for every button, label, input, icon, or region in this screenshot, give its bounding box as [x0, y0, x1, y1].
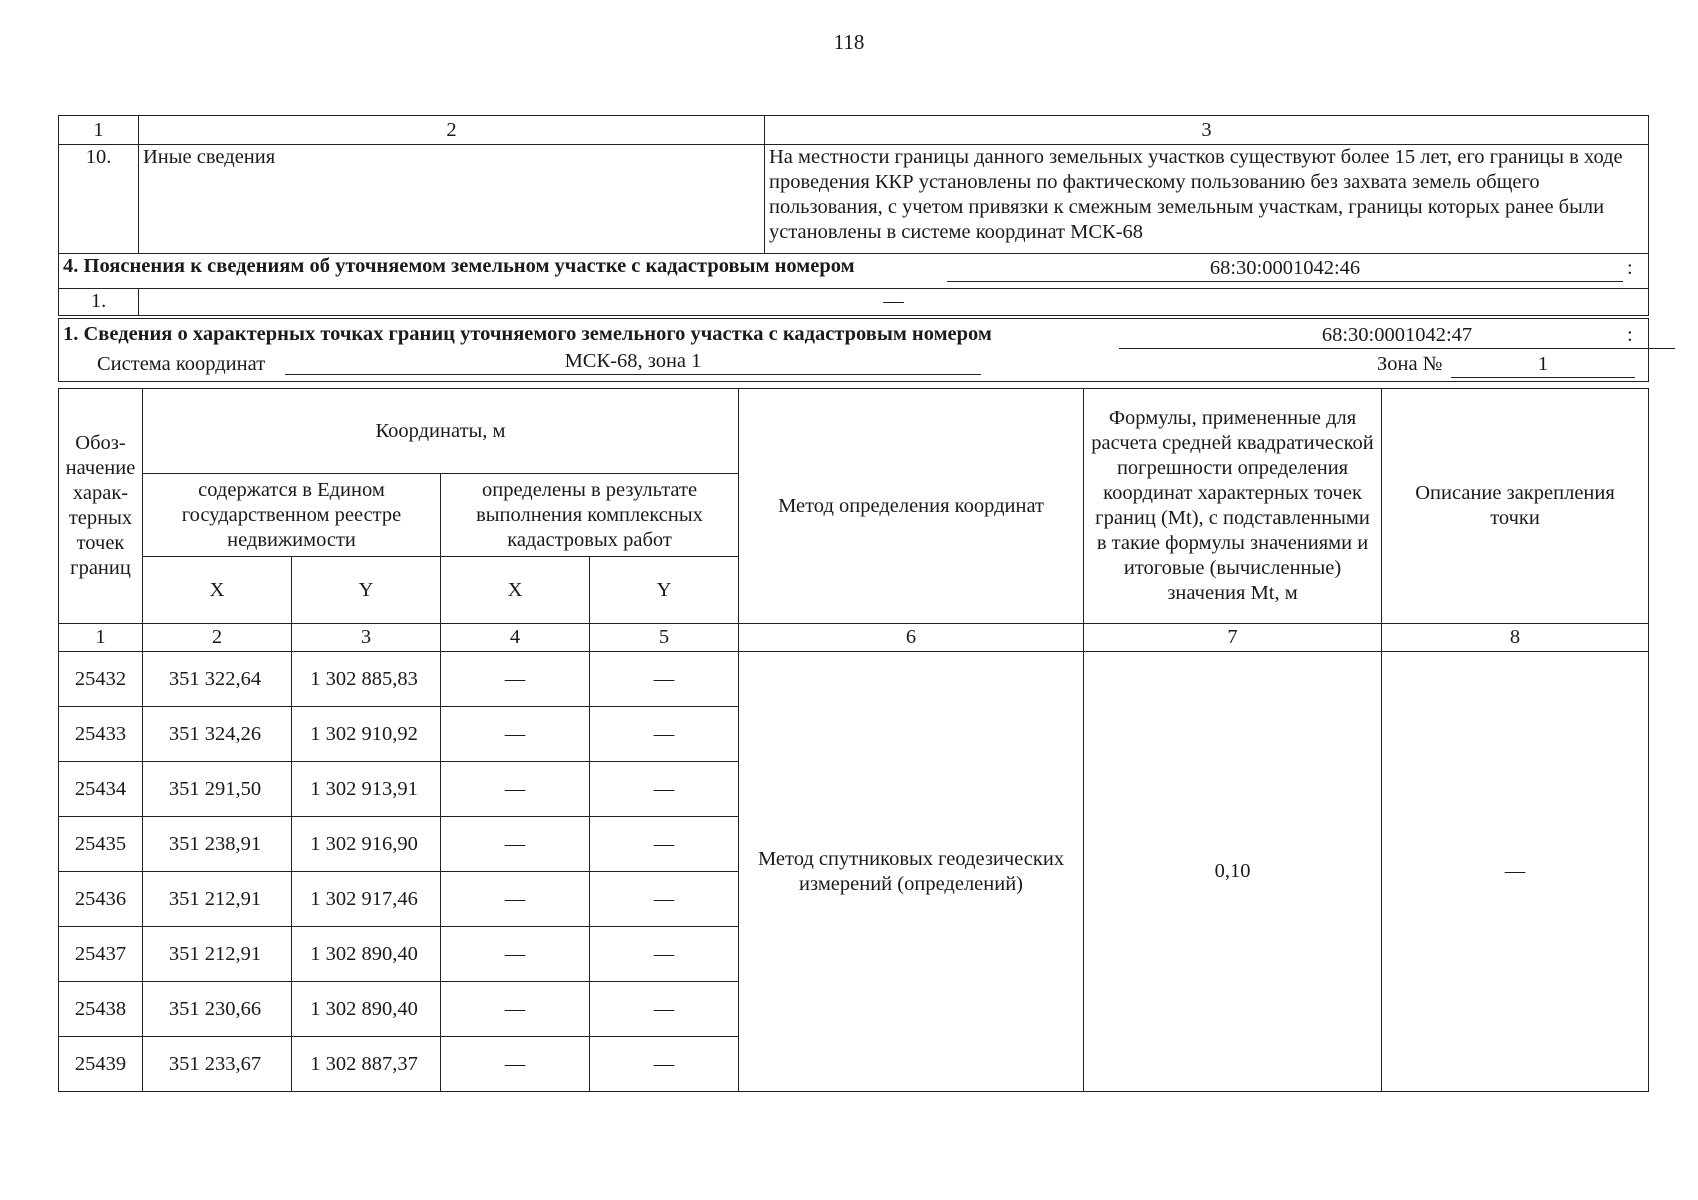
point-x-kkr: — [441, 762, 590, 817]
point-x: 351 212,91 [143, 872, 292, 927]
point-id: 25434 [59, 762, 143, 817]
point-x: 351 212,91 [143, 927, 292, 982]
point-x-kkr: — [441, 927, 590, 982]
point-y: 1 302 916,90 [292, 817, 441, 872]
point-id: 25439 [59, 1037, 143, 1092]
point-y: 1 302 890,40 [292, 927, 441, 982]
page-number: 118 [833, 30, 865, 54]
point-y-kkr: — [590, 762, 739, 817]
coord-system-label: Система координат [97, 353, 266, 375]
point-y-kkr: — [590, 982, 739, 1037]
header-fixing: Описание закрепления точки [1382, 389, 1649, 624]
info-table-header [59, 116, 1649, 145]
point-x-kkr: — [441, 872, 590, 927]
point-y: 1 302 887,37 [292, 1037, 441, 1092]
section-1-cadastral-number: 68:30:0001042:47 [1119, 323, 1675, 349]
point-y-kkr: — [590, 872, 739, 927]
point-x-kkr: — [441, 817, 590, 872]
row-text: На местности границы данного земельных участков существуют более 15 лет, его границы в ходе проведения ККР установлены по фактическому пользованию без захвата земель общего пользования, с учетом привязки к смежным земельным участкам, границы которых ранее были установлены в системе координат МСК-68 [765, 145, 1649, 254]
point-y: 1 302 910,92 [292, 707, 441, 762]
column-numbers-row [59, 624, 1649, 652]
col-header-3: 3 [765, 116, 1649, 145]
section-4-cadastral-number: 68:30:0001042:46 [947, 256, 1623, 282]
point-id: 25436 [59, 872, 143, 927]
fixing-value: — [1382, 652, 1649, 1092]
col-number-7: 7 [1084, 624, 1382, 652]
point-y-kkr: — [590, 707, 739, 762]
point-y-kkr: — [590, 652, 739, 707]
point-x: 351 324,26 [143, 707, 292, 762]
point-id: 25432 [59, 652, 143, 707]
info-table [58, 115, 1649, 382]
point-x: 351 291,50 [143, 762, 292, 817]
header-y-kkr: Y [590, 557, 739, 624]
col-number-4: 4 [441, 624, 590, 652]
point-id: 25438 [59, 982, 143, 1037]
point-y: 1 302 890,40 [292, 982, 441, 1037]
zone-label: Зона № [1377, 353, 1443, 375]
point-x-kkr: — [441, 1037, 590, 1092]
section-4-row [59, 289, 1649, 318]
zone-value: 1 [1451, 352, 1635, 378]
col-number-6: 6 [739, 624, 1084, 652]
header-kkr: определены в результате выполнения комплексных кадастровых работ [441, 474, 739, 557]
point-y-kkr: — [590, 1037, 739, 1092]
header-x-kkr: X [441, 557, 590, 624]
col-header-1: 1 [59, 116, 139, 145]
point-y: 1 302 913,91 [292, 762, 441, 817]
col-number-5: 5 [590, 624, 739, 652]
mt-value: 0,10 [1084, 652, 1382, 1092]
point-y: 1 302 885,83 [292, 652, 441, 707]
point-x: 351 230,66 [143, 982, 292, 1037]
point-y-kkr: — [590, 817, 739, 872]
row-other-info [59, 145, 1649, 254]
col-header-2: 2 [139, 116, 765, 145]
coord-system-value: МСК-68, зона 1 [285, 349, 981, 375]
header-method: Метод определения координат [739, 389, 1084, 624]
point-x: 351 238,91 [143, 817, 292, 872]
row-label: Иные сведения [139, 145, 765, 254]
section-4-row-number: 1. [59, 289, 139, 318]
section-1-title-row [59, 317, 1649, 382]
col-number-2: 2 [143, 624, 292, 652]
point-x: 351 322,64 [143, 652, 292, 707]
header-egrn: содержатся в Едином государственном реестре недвижимости [143, 474, 441, 557]
header-formulas: Формулы, примененные для расчета средней квадратической погрешности определения координат характерных точек границ (Mt), с подставленными в такие формулы значениями и итоговые (вычисленные) значения Mt, м [1084, 389, 1382, 624]
header-coordinates: Координаты, м [143, 389, 739, 474]
section-4-title-row [59, 254, 1649, 289]
header-x-egrn: X [143, 557, 292, 624]
section-1-colon: : [1627, 324, 1633, 346]
point-id: 25435 [59, 817, 143, 872]
section-4-row-value: — [139, 289, 1649, 318]
row-number: 10. [59, 145, 139, 254]
point-y: 1 302 917,46 [292, 872, 441, 927]
col-number-1: 1 [59, 624, 143, 652]
point-id: 25433 [59, 707, 143, 762]
section-4-title: 4. Пояснения к сведениям об уточняемом земельном участке с кадастровым номером [63, 255, 855, 277]
header-y-egrn: Y [292, 557, 441, 624]
section-4-colon: : [1627, 257, 1633, 279]
point-x: 351 233,67 [143, 1037, 292, 1092]
point-x-kkr: — [441, 982, 590, 1037]
section-1-title: 1. Сведения о характерных точках границ уточняемого земельного участка с кадастровым номером [63, 323, 992, 345]
col-number-3: 3 [292, 624, 441, 652]
table-row [59, 652, 1649, 707]
points-table [58, 388, 1649, 1092]
point-x-kkr: — [441, 707, 590, 762]
header-designation: Обоз-начение харак-терных точек границ [59, 389, 143, 624]
point-id: 25437 [59, 927, 143, 982]
point-y-kkr: — [590, 927, 739, 982]
method-value: Метод спутниковых геодезических измерений (определений) [739, 652, 1084, 1092]
col-number-8: 8 [1382, 624, 1649, 652]
point-x-kkr: — [441, 652, 590, 707]
